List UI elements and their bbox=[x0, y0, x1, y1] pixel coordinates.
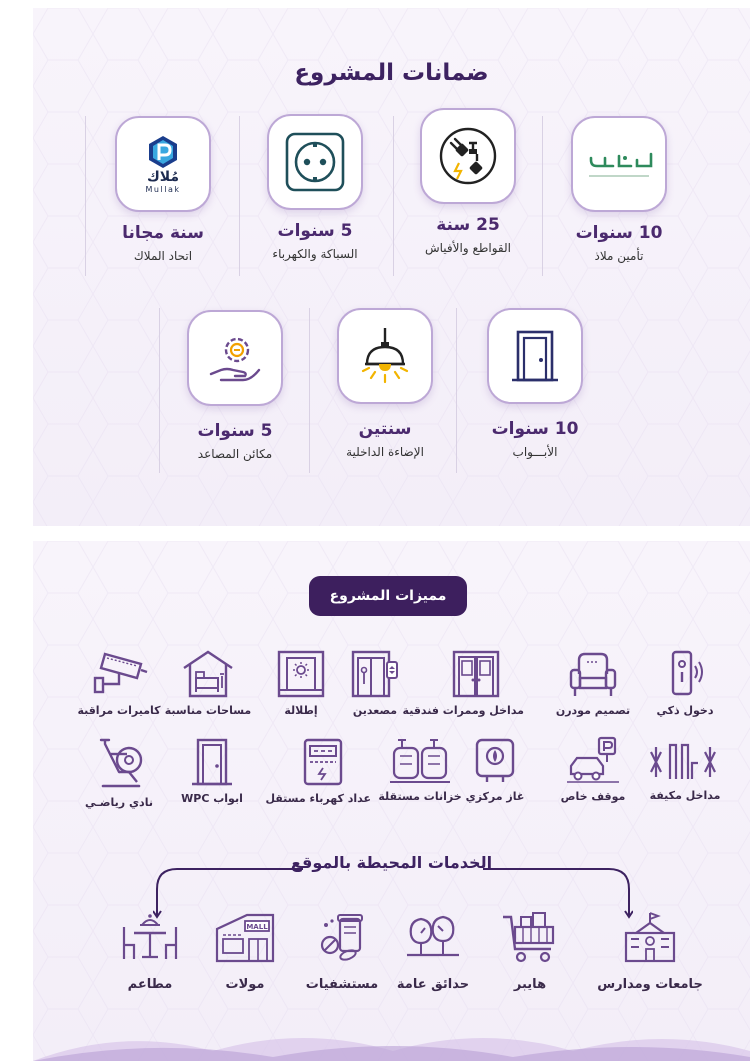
service-malls bbox=[190, 911, 300, 992]
service-label: جامعات ومدارس bbox=[597, 977, 703, 992]
service-hyper bbox=[475, 911, 585, 992]
feature-label: خزانات مستقلة bbox=[378, 790, 462, 803]
warranty-card-lighting bbox=[325, 308, 445, 460]
tanks-icon bbox=[388, 736, 452, 786]
separator bbox=[85, 116, 86, 276]
feature-ac-entrances bbox=[637, 739, 733, 802]
malath-logo-icon bbox=[571, 116, 667, 212]
house-bed-icon bbox=[180, 648, 236, 700]
exercise-bike-icon bbox=[89, 736, 149, 792]
trees-icon bbox=[405, 911, 461, 965]
logo-text-en: Mullak bbox=[145, 184, 181, 194]
window-view-icon bbox=[275, 648, 327, 700]
warranty-period: 5 سنوات bbox=[197, 421, 273, 441]
meter-icon bbox=[299, 736, 347, 788]
separator bbox=[239, 116, 240, 276]
feature-smart-entry bbox=[637, 648, 733, 717]
feature-label: إطلالة bbox=[284, 704, 318, 717]
bottom-wave bbox=[33, 1021, 750, 1061]
mall-sign: MALL bbox=[246, 923, 268, 931]
feature-wpc-doors bbox=[164, 736, 260, 805]
warranty-period: 10 سنوات bbox=[575, 223, 663, 243]
feature-private-parking bbox=[545, 736, 641, 803]
armchair-icon bbox=[567, 648, 619, 700]
feature-view bbox=[253, 648, 349, 717]
warranty-period: 25 سنة bbox=[436, 215, 500, 235]
elevator-icon bbox=[349, 648, 401, 700]
parking-car-icon bbox=[565, 736, 621, 786]
smart-lock-icon bbox=[661, 648, 709, 700]
socket-icon bbox=[267, 114, 363, 210]
feature-label: ابواب WPC bbox=[181, 792, 243, 805]
service-label: مستشفيات bbox=[305, 977, 379, 992]
warranty-label: السباكة والكهرباء bbox=[272, 247, 358, 261]
service-label: حدائق عامة bbox=[396, 977, 470, 992]
service-label: هايبر bbox=[513, 977, 547, 992]
feature-label: مداخل وممرات فندقية bbox=[402, 704, 524, 717]
plug-tap-icon bbox=[420, 108, 516, 204]
feature-hotel-entrances bbox=[402, 648, 524, 717]
school-icon bbox=[622, 911, 678, 965]
feature-label: مداخل مكيفة bbox=[649, 789, 721, 802]
gas-heater-icon bbox=[469, 736, 521, 786]
service-hospitals bbox=[287, 911, 397, 992]
features-section bbox=[33, 541, 750, 1061]
feature-spaces bbox=[160, 648, 256, 717]
service-restaurants bbox=[95, 911, 205, 992]
ac-snow-icon bbox=[648, 739, 722, 785]
feature-label: مصعدين bbox=[352, 704, 398, 717]
service-label: مولات bbox=[225, 977, 265, 992]
restaurant-icon bbox=[118, 911, 182, 965]
separator bbox=[542, 116, 543, 276]
feature-electric-meter bbox=[265, 736, 371, 805]
warranty-label: الأبـــواب bbox=[512, 445, 558, 459]
double-door-icon bbox=[450, 648, 502, 700]
warranty-label: تأمين ملاذ bbox=[594, 249, 644, 263]
service-label: مطاعم bbox=[127, 977, 173, 992]
warranty-card-doors bbox=[475, 308, 595, 460]
warranty-period: 10 سنوات bbox=[491, 419, 579, 439]
feature-label: عداد كهرباء مستقل bbox=[265, 792, 371, 805]
feature-label: مساحات مناسبة bbox=[164, 704, 252, 717]
mullak-logo-icon bbox=[115, 116, 211, 212]
feature-label: نادي رياضـي bbox=[85, 796, 153, 809]
warranty-label: القواطع والأفياش bbox=[425, 241, 511, 255]
feature-gym bbox=[71, 736, 167, 809]
warranty-period: سنة مجانا bbox=[122, 223, 204, 243]
warranty-card-malath bbox=[559, 116, 679, 264]
feature-label: دخول ذكي bbox=[656, 704, 714, 717]
features-badge: مميزات المشروع bbox=[309, 576, 467, 616]
separator bbox=[159, 308, 160, 473]
warranty-label: اتحاد الملاك bbox=[133, 249, 193, 263]
feature-modern-design bbox=[545, 648, 641, 717]
warranty-label: الإضاءة الداخلية bbox=[346, 445, 424, 459]
warranty-card-owners bbox=[103, 116, 223, 264]
feature-label: موقف خاص bbox=[560, 790, 626, 803]
feature-label: غاز مركزي bbox=[465, 790, 525, 803]
cart-icon bbox=[501, 911, 559, 965]
warranty-card-plumbing bbox=[255, 114, 375, 262]
logo-text-ar: مُلاك bbox=[146, 168, 180, 185]
feature-independent-tanks bbox=[372, 736, 468, 803]
warranty-card-elevators bbox=[175, 310, 295, 462]
warranties-section bbox=[33, 8, 750, 526]
warranty-period: 5 سنوات bbox=[277, 221, 353, 241]
mall-icon bbox=[213, 911, 277, 965]
separator bbox=[456, 308, 457, 473]
services-title: الخدمات المحيطة بالموقع bbox=[290, 853, 493, 872]
warranty-label: مكائن المصاعد bbox=[197, 447, 273, 461]
separator bbox=[393, 116, 394, 276]
door-icon bbox=[487, 308, 583, 404]
feature-cctv bbox=[71, 648, 167, 717]
feature-label: تصميم مودرن bbox=[555, 704, 631, 717]
service-schools bbox=[595, 911, 705, 992]
pendant-lamp-icon bbox=[337, 308, 433, 404]
pills-icon bbox=[314, 911, 370, 965]
cctv-icon bbox=[89, 648, 149, 700]
separator bbox=[309, 308, 310, 473]
feature-label: كاميرات مراقبة bbox=[77, 704, 161, 717]
wpc-door-icon bbox=[190, 736, 234, 788]
warranty-card-switches bbox=[408, 108, 528, 256]
gear-hand-icon bbox=[187, 310, 283, 406]
warranties-title: ضمانات المشروع bbox=[294, 60, 489, 86]
warranty-period: سنتين bbox=[358, 419, 412, 439]
